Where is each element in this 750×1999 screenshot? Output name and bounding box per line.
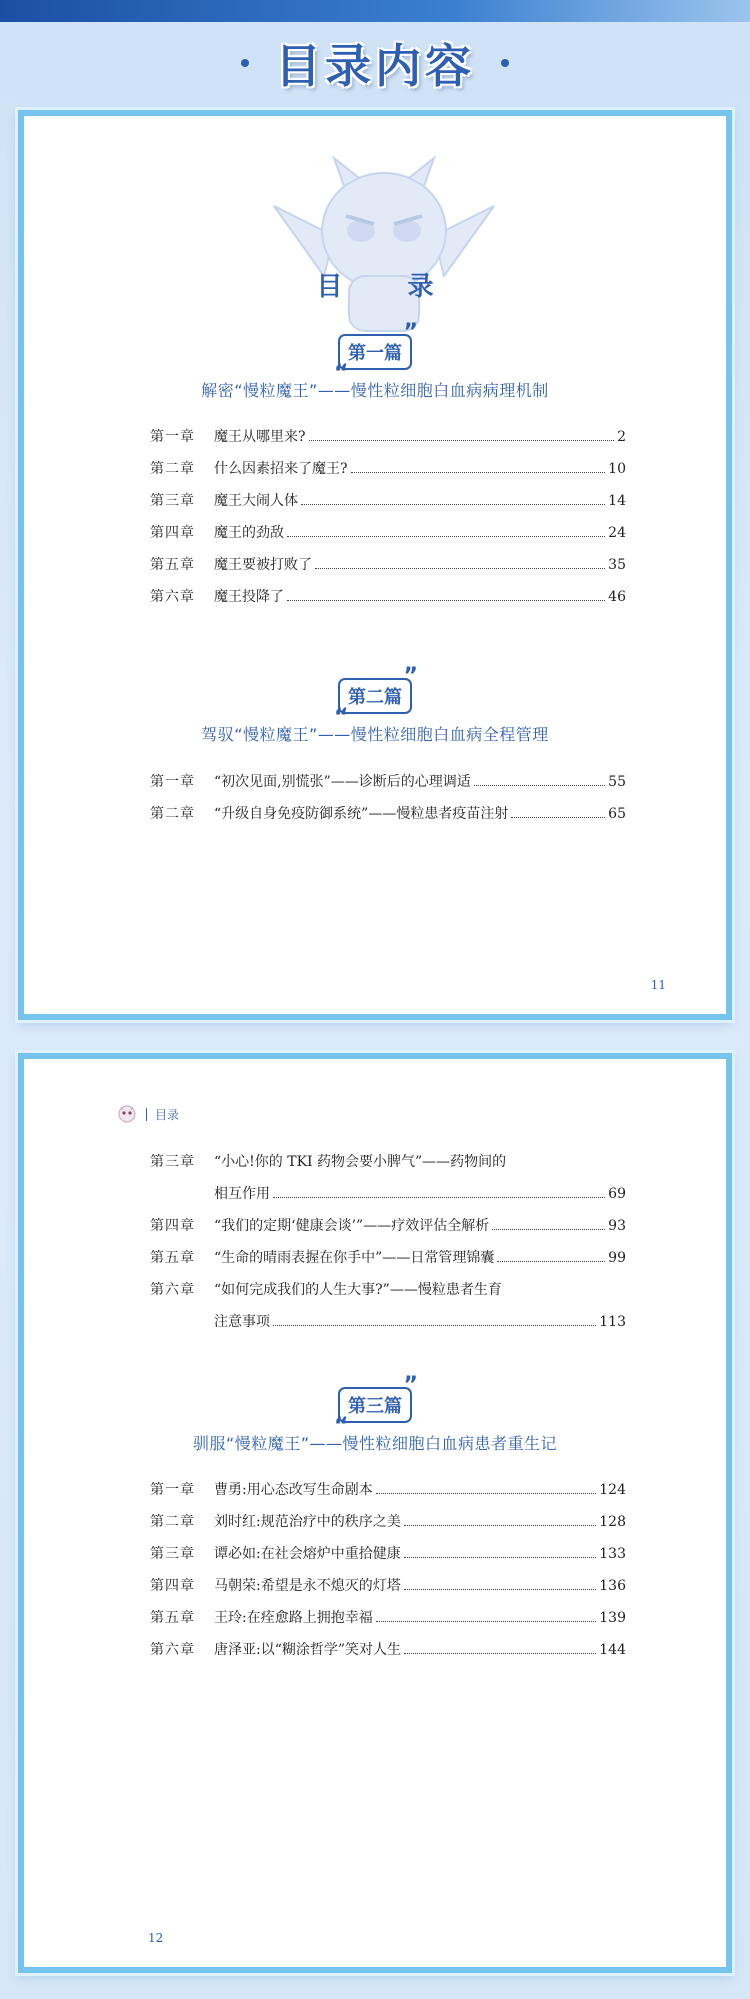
- leader-dots: [351, 471, 606, 473]
- part2-continued-chapter-list: [150, 1151, 626, 1343]
- part2-header: [24, 664, 726, 745]
- chapter-number: 第四章: [150, 525, 195, 541]
- chapter-page: 65: [608, 806, 626, 822]
- chapter-number: 第六章: [150, 589, 195, 605]
- section-header: [0, 28, 750, 98]
- bullet-dot-icon: [241, 59, 249, 67]
- running-header-label: 目录: [155, 1107, 180, 1122]
- part1-tag: [334, 320, 418, 386]
- leader-dots: [287, 599, 605, 601]
- part3-tag: [334, 1373, 418, 1439]
- part2-tag: [334, 664, 418, 730]
- toc-entry[interactable]: [150, 1279, 626, 1311]
- chapter-number: 第一章: [150, 1482, 195, 1498]
- toc-entry[interactable]: [150, 1543, 626, 1575]
- leader-dots: [404, 1652, 596, 1654]
- leader-dots: [376, 1620, 597, 1622]
- part1-chapter-list: [150, 426, 626, 618]
- chapter-title: 刘时红:规范治疗中的秩序之美: [214, 1514, 401, 1530]
- part3-title: 驯服“慢粒魔王”——慢性粒细胞白血病患者重生记: [192, 1434, 558, 1453]
- chapter-title: 什么因素招来了魔王?: [214, 461, 348, 477]
- quote-mark-icon: ”: [403, 1373, 418, 1398]
- toc-entry[interactable]: [150, 1511, 626, 1543]
- leader-dots: [497, 1260, 605, 1262]
- chapter-number: 第六章: [150, 1642, 195, 1658]
- chapter-title: “生命的晴雨表握在你手中”——日常管理锦囊: [214, 1250, 495, 1266]
- toc-entry[interactable]: [150, 803, 626, 835]
- chapter-title: 魔王投降了: [214, 589, 284, 605]
- toc-entry[interactable]: [150, 1639, 626, 1671]
- page-number: 11: [650, 978, 666, 992]
- book-page-11: [18, 110, 732, 1020]
- header-divider: [146, 1108, 147, 1121]
- toc-entry[interactable]: [150, 586, 626, 618]
- chapter-page: 35: [608, 557, 626, 573]
- toc-entry[interactable]: [150, 1575, 626, 1607]
- chapter-page: 133: [599, 1546, 626, 1562]
- chapter-title: “如何完成我们的人生大事?”——慢粒患者生育: [214, 1282, 502, 1298]
- chapter-title: 魔王的劲敌: [214, 525, 284, 541]
- chapter-number: 第五章: [150, 1250, 195, 1266]
- chapter-title: 马朝荣:希望是永不熄灭的灯塔: [214, 1578, 401, 1594]
- chapter-title: “升级自身免疫防御系统”——慢粒患者疫苗注射: [214, 806, 509, 822]
- chapter-title: 魔王大闹人体: [214, 493, 298, 509]
- chapter-page: 113: [599, 1314, 626, 1330]
- chapter-title: 魔王要被打败了: [214, 557, 312, 573]
- part3-chapter-list: [150, 1479, 626, 1671]
- chapter-number: 第五章: [150, 1610, 195, 1626]
- leader-dots: [404, 1524, 597, 1526]
- part2-tag-label: 第二篇: [348, 687, 402, 708]
- bullet-dot-icon: [501, 59, 509, 67]
- chapter-number: 第二章: [150, 806, 195, 822]
- chapter-title: 魔王从哪里来?: [214, 429, 306, 445]
- chapter-page: 99: [608, 1250, 626, 1266]
- toc-entry[interactable]: [150, 1183, 626, 1215]
- chapter-page: 136: [599, 1578, 626, 1594]
- toc-entry[interactable]: [150, 1215, 626, 1247]
- leader-dots: [492, 1228, 605, 1230]
- chapter-page: 128: [599, 1514, 626, 1530]
- quote-mark-icon: “: [334, 705, 349, 730]
- chapter-number: 第五章: [150, 557, 195, 573]
- chapter-page: 124: [599, 1482, 626, 1498]
- leader-dots: [273, 1324, 596, 1326]
- chapter-number: 第四章: [150, 1218, 195, 1234]
- part1-tag-label: 第一篇: [348, 343, 402, 364]
- part1-header: [24, 320, 726, 401]
- quote-mark-icon: ”: [403, 664, 418, 689]
- quote-mark-icon: “: [334, 361, 349, 386]
- chapter-page: 144: [599, 1642, 626, 1658]
- chapter-title: 唐泽亚:以“糊涂哲学”笑对人生: [214, 1642, 402, 1658]
- chapter-title: “我们的定期‘健康会谈’”——疗效评估全解析: [214, 1218, 490, 1234]
- chapter-title: 注意事项: [214, 1314, 270, 1330]
- leader-dots: [315, 567, 605, 569]
- leader-dots: [511, 816, 605, 818]
- chapter-page: 10: [608, 461, 626, 477]
- chapter-number: 第四章: [150, 1578, 195, 1594]
- leader-dots: [404, 1556, 597, 1558]
- chapter-title: “小心!你的 TKI 药物会要小脾气”——药物间的: [214, 1154, 507, 1170]
- chapter-title: 曹勇:用心态改写生命剧本: [214, 1482, 373, 1498]
- part2-chapter-list: [150, 771, 626, 835]
- toc-entry[interactable]: [150, 458, 626, 490]
- leader-dots: [287, 535, 605, 537]
- chapter-page: 93: [608, 1218, 626, 1234]
- chapter-title: 相互作用: [214, 1186, 270, 1202]
- part3-header: [24, 1373, 726, 1454]
- chapter-title: 王玲:在痊愈路上拥抱幸福: [214, 1610, 373, 1626]
- leader-dots: [376, 1492, 597, 1494]
- contents-heading: 目 录: [316, 272, 462, 302]
- toc-entry[interactable]: [150, 1151, 626, 1183]
- leader-dots: [474, 784, 605, 786]
- chapter-title: “初次见面,别慌张”——诊断后的心理调适: [214, 774, 471, 790]
- leader-dots: [273, 1196, 605, 1198]
- part1-title: 解密“慢粒魔王”——慢性粒细胞白血病病理机制: [201, 381, 549, 400]
- chapter-number: 第一章: [150, 429, 195, 445]
- mini-mascot-icon: [116, 1103, 138, 1125]
- chapter-page: 55: [608, 774, 626, 790]
- chapter-number: 第二章: [150, 461, 195, 477]
- part3-tag-label: 第三篇: [348, 1396, 402, 1417]
- toc-entry[interactable]: [150, 490, 626, 522]
- chapter-title: 谭必如:在社会熔炉中重拾健康: [214, 1546, 401, 1562]
- top-banner-strip: [0, 0, 750, 22]
- toc-entry[interactable]: [150, 1479, 626, 1511]
- demon-mascot-icon: [264, 146, 504, 346]
- running-header: [116, 1103, 179, 1125]
- chapter-number: 第六章: [150, 1282, 195, 1298]
- page-number: 12: [148, 1931, 164, 1945]
- toc-entry[interactable]: [150, 771, 626, 803]
- leader-dots: [404, 1588, 597, 1590]
- toc-entry[interactable]: [150, 1247, 626, 1279]
- chapter-number: 第一章: [150, 774, 195, 790]
- toc-entry[interactable]: [150, 1311, 626, 1343]
- toc-entry[interactable]: [150, 554, 626, 586]
- quote-mark-icon: ”: [403, 320, 418, 345]
- quote-mark-icon: “: [334, 1414, 349, 1439]
- chapter-page: 14: [608, 493, 626, 509]
- leader-dots: [309, 439, 615, 441]
- chapter-page: 2: [617, 429, 626, 445]
- chapter-number: 第三章: [150, 1546, 195, 1562]
- toc-entry[interactable]: [150, 1607, 626, 1639]
- chapter-page: 46: [608, 589, 626, 605]
- chapter-number: 第三章: [150, 1154, 195, 1170]
- toc-entry[interactable]: [150, 522, 626, 554]
- part2-title: 驾驭“慢粒魔王”——慢性粒细胞白血病全程管理: [201, 725, 549, 744]
- book-page-12: [18, 1053, 732, 1973]
- leader-dots: [301, 503, 605, 505]
- chapter-number: 第三章: [150, 493, 195, 509]
- toc-entry[interactable]: [150, 426, 626, 458]
- chapter-number: 第二章: [150, 1514, 195, 1530]
- chapter-page: 69: [608, 1186, 626, 1202]
- chapter-page: 24: [608, 525, 626, 541]
- section-title: 目录内容: [275, 39, 475, 93]
- chapter-page: 139: [599, 1610, 626, 1626]
